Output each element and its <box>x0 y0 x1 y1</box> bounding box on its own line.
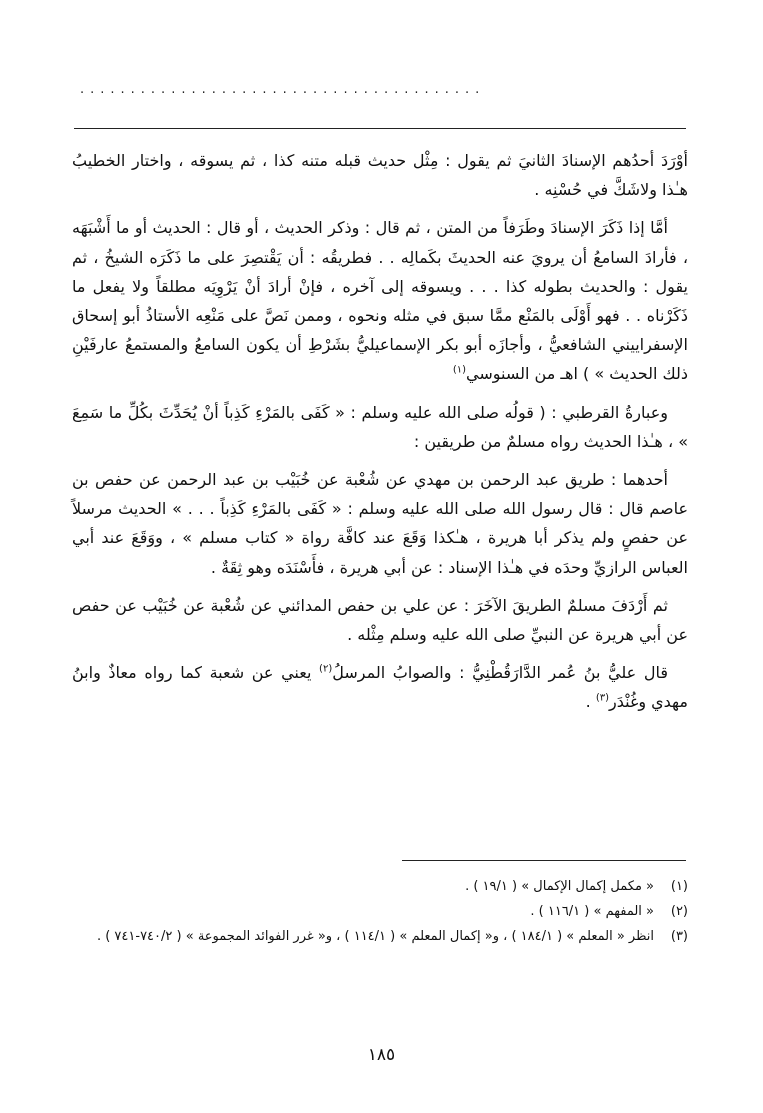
footnote-ref-2: (٢) <box>319 663 333 675</box>
footnote-text: « المفهم » ( ١١٦/١ ) . <box>530 904 654 919</box>
paragraph-6-end: . <box>585 692 591 712</box>
footnotes <box>72 874 688 949</box>
header-rule <box>74 128 686 129</box>
header-dotted-line: ........................................ <box>80 84 486 96</box>
paragraph-6 <box>72 658 688 716</box>
paragraph-4: أحدهما : طريق عبد الرحمن بن مهدي عن شُعْبة عن خُبَيْب بن عبد الرحمن عن حفص بن عاصم قال : قال رسول الله صلى الله عليه وسلم : « كَفَى بالمَرْءِ كَذِباً . . . » الحديث مرسلاً عن حفصٍ ولم يذكر أبا هريرة ، هـٰكذا وَقَعَ عند كافَّة رواة « كتاب مسلم » ، ووَقَعَ عند أبي العباس الرازيِّ وحدَه في هـٰذا الإسناد : عن أبي هريرة ، فأَسْنَدَه وهو ثِقَةٌ . <box>72 470 688 577</box>
footnote-2 <box>72 899 688 924</box>
paragraph-6-text-a: قال عليُّ بنُ عُمر الدَّارَقُطْنِيُّ : والصوابُ المرسلُ <box>332 663 668 683</box>
main-text <box>72 146 688 726</box>
paragraph-2-text: أمَّا إذا ذَكَرَ الإسنادَ وطَرَفاً من المتن ، ثم قال : وذكر الحديث ، أو قال : الحديث أو ما أَشْبَهَه ، فأرادَ السامعُ أن يرويَ عنه الحديثَ بكَمالِه . . فطريقُه : أن يَقْتصِرَ على ما ذَكَرَه الشيخُ ، ثم يقول : والحديث بطوله كذا . . . ويسوقه إلى آخره ، فإنْ أرادَ أنْ يَرْوِيَه مطلقاً ولا يفعل ما ذَكَرْناه . . فهو أَوْلَى بالمَنْع ممَّا سبق في مثله ونحوه ، وممن نَصَّ على مَنْعِه الأستاذُ أبو إسحاق الإسفراييني الشافعيُّ ، وأجازَه أبو بكر الإسماعيليُّ بشَرْطِ أن يكون السامعُ والمستمعُ عارفَيْنِ ذلك الحديث » ) اهـ من السنوسي <box>72 218 688 384</box>
footnote-ref-1: (١) <box>452 365 466 377</box>
footnote-ref-3: (٣) <box>595 693 609 705</box>
footnote-number: (١) <box>670 879 688 894</box>
footnote-3 <box>72 924 688 949</box>
paragraph-3: وعبارةُ القرطبي : ( قولُه صلى الله عليه وسلم : « كَفَى بالمَرْءِ كَذِباً أنْ يُحَدِّثَ بكُلِّ ما سَمِعَ » ، هـٰذا الحديث رواه مسلمٌ من طريقين : <box>72 402 688 451</box>
paragraph-2 <box>72 213 688 388</box>
footnote-rule <box>402 860 686 861</box>
footnote-number: (٣) <box>670 929 688 944</box>
footnote-text: « مكمل إكمال الإكمال » ( ١٩/١ ) . <box>465 879 654 894</box>
footnote-text: انظر « المعلم » ( ١٨٤/١ ) ، و« إكمال المعلم » ( ١١٤/١ ) ، و« غرر الفوائد المجموعة » ( ٧٤٠/٢-٧٤١ ) . <box>96 929 654 944</box>
paragraph-1: أوْرَدَ أحدُهم الإسنادَ الثانيَ ثم يقول : مِثْل حديث قبله متنه كذا ، ثم يسوقه ، واختار الخطيبُ هـٰذا ولاشَكَّ في حُسْنِه . <box>72 151 688 200</box>
footnote-1 <box>72 874 688 899</box>
footnote-number: (٢) <box>670 904 688 919</box>
paragraph-6-text-b: يعني عن شعبة كما رواه معاذٌ وابنُ مهدي وغُنْدَر <box>72 663 688 712</box>
page-number: ١٨٥ <box>367 1045 396 1065</box>
paragraph-5: ثم أَرْدَفَ مسلمٌ الطريقَ الآخَرَ : عن علي بن حفص المدائني عن شُعْبة عن خُبَيْب عن حفص عن أبي هريرة عن النبيِّ صلى الله عليه وسلم مِثْله . <box>72 595 688 645</box>
